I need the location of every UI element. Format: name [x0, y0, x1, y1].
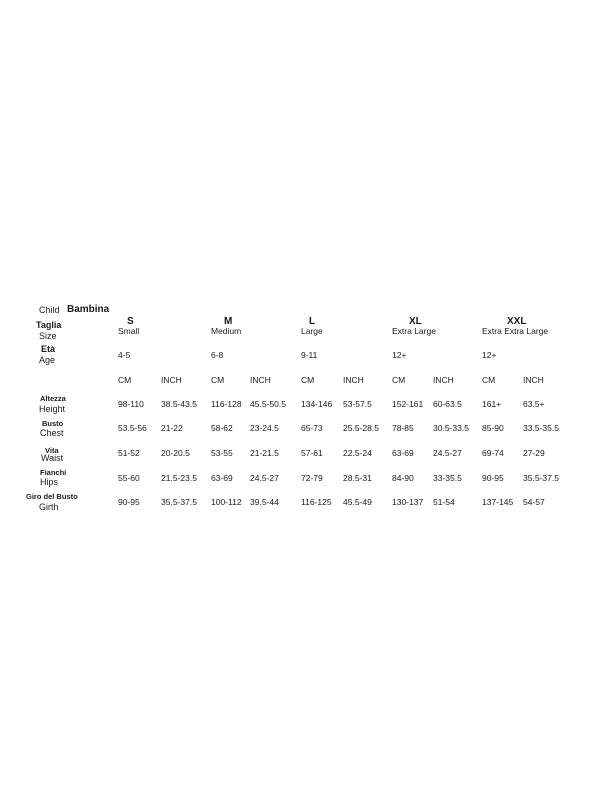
- size-xl-cm-header: CM: [392, 375, 406, 385]
- child-label: Child: [39, 305, 60, 315]
- size-xl-height-inch: 60-63.5: [433, 399, 462, 409]
- size-xxl-age: 12+: [482, 350, 497, 360]
- size-xxl-girth-cm: 137-145: [482, 497, 514, 507]
- size-xl-chest-cm: 78-85: [392, 423, 414, 433]
- size-m-chest-cm: 58-62: [211, 423, 233, 433]
- size-m-chest-inch: 23-24.5: [250, 423, 279, 433]
- size-s-chest-inch: 21-22: [161, 423, 183, 433]
- size-m-hips-cm: 63-69: [211, 473, 233, 483]
- size-xl-age: 12+: [392, 350, 407, 360]
- size-xxl-inch-header: INCH: [523, 375, 544, 385]
- size-m-age: 6-8: [211, 350, 224, 360]
- size-xxl-hips-inch: 35.5-37.5: [523, 473, 559, 483]
- size-xl-waist-cm: 63-69: [392, 448, 414, 458]
- size-l-chest-inch: 25.5-28.5: [343, 423, 379, 433]
- size-l-letter: L: [309, 316, 316, 327]
- size-xl-girth-cm: 130-137: [392, 497, 424, 507]
- size-s-hips-inch: 21.5-23.5: [161, 473, 197, 483]
- size-l-height-cm: 134-146: [301, 399, 333, 409]
- size-l-age: 9-11: [301, 350, 318, 360]
- size-s-waist-inch: 20-20.5: [161, 448, 190, 458]
- size-xxl-hips-cm: 90-95: [482, 473, 504, 483]
- height-label-it: Altezza: [40, 394, 66, 403]
- size-l-inch-header: INCH: [343, 375, 364, 385]
- size-xl-name: Extra Large: [392, 326, 436, 336]
- size-s-height-inch: 38.5-43.5: [161, 399, 197, 409]
- size-s-chest-cm: 53.5-56: [118, 423, 147, 433]
- girth-label-it: Giro del Busto: [26, 492, 78, 501]
- chest-label-it: Busto: [42, 419, 64, 428]
- size-m-hips-inch: 24.5-27: [250, 473, 279, 483]
- size-xxl-height-inch: 63.5+: [523, 399, 545, 409]
- size-s-waist-cm: 51-52: [118, 448, 140, 458]
- size-m-cm-header: CM: [211, 375, 225, 385]
- size-xl-girth-inch: 51-54: [433, 497, 455, 507]
- size-xxl-waist-cm: 69-74: [482, 448, 504, 458]
- size-l-girth-cm: 116-125: [301, 497, 332, 507]
- girth-label-en: Girth: [39, 502, 59, 512]
- size-xxl-height-cm: 161+: [482, 399, 502, 409]
- hips-label-it: Fianchi: [40, 468, 67, 477]
- size-l-name: Large: [301, 326, 323, 336]
- size-xl-waist-inch: 24.5-27: [433, 448, 462, 458]
- size-l-waist-cm: 57-61: [301, 448, 323, 458]
- size-l-hips-cm: 72-79: [301, 473, 323, 483]
- size-xxl-name: Extra Extra Large: [482, 326, 549, 336]
- size-s-girth-cm: 90-95: [118, 497, 140, 507]
- size-m-inch-header: INCH: [250, 375, 271, 385]
- size-m-name: Medium: [211, 326, 242, 336]
- size-l-waist-inch: 22.5-24: [343, 448, 372, 458]
- height-label-en: Height: [39, 404, 66, 414]
- size-m-letter: M: [224, 316, 233, 327]
- size-xl-height-cm: 152-161: [392, 399, 424, 409]
- size-xl-hips-inch: 33-35.5: [433, 473, 462, 483]
- size-label-it: Taglia: [36, 320, 62, 330]
- size-xl-hips-cm: 84-90: [392, 473, 414, 483]
- size-s-height-cm: 98-110: [118, 399, 144, 409]
- age-label-en: Age: [39, 355, 56, 365]
- size-xxl-chest-inch: 33.5-35.5: [523, 423, 559, 433]
- size-s-hips-cm: 55-60: [118, 473, 140, 483]
- size-m-waist-inch: 21-21.5: [250, 448, 279, 458]
- size-s-age: 4-5: [118, 350, 131, 360]
- size-xxl-waist-inch: 27-29: [523, 448, 545, 458]
- size-xl-chest-inch: 30.5-33.5: [433, 423, 469, 433]
- size-s-cm-header: CM: [118, 375, 132, 385]
- size-label-en: Size: [39, 331, 57, 341]
- size-s-girth-inch: 35.5-37.5: [161, 497, 197, 507]
- size-l-cm-header: CM: [301, 375, 315, 385]
- size-xxl-cm-header: CM: [482, 375, 496, 385]
- bambina-label: Bambina: [67, 304, 110, 315]
- size-xxl-girth-inch: 54-57: [523, 497, 545, 507]
- size-m-waist-cm: 53-55: [211, 448, 233, 458]
- size-s-inch-header: INCH: [161, 375, 182, 385]
- waist-label-en: Waist: [41, 453, 64, 463]
- chest-label-en: Chest: [40, 428, 64, 438]
- waist-label-it: Vita: [45, 446, 59, 455]
- size-s-name: Small: [118, 326, 140, 336]
- size-l-chest-cm: 65-73: [301, 423, 323, 433]
- size-m-height-cm: 116-128: [211, 399, 242, 409]
- size-xl-letter: XL: [409, 316, 422, 327]
- hips-label-en: Hips: [40, 477, 59, 487]
- size-xl-inch-header: INCH: [433, 375, 454, 385]
- size-l-height-inch: 53-57.5: [343, 399, 372, 409]
- age-label-it: Età: [41, 344, 56, 354]
- size-xxl-letter: XXL: [507, 316, 527, 327]
- size-s-letter: S: [127, 316, 134, 327]
- size-l-girth-inch: 45.5-49: [343, 497, 372, 507]
- size-m-height-inch: 45.5-50.5: [250, 399, 286, 409]
- size-l-hips-inch: 28.5-31: [343, 473, 372, 483]
- size-xxl-chest-cm: 85-90: [482, 423, 504, 433]
- size-m-girth-inch: 39.5-44: [250, 497, 279, 507]
- size-m-girth-cm: 100-112: [211, 497, 242, 507]
